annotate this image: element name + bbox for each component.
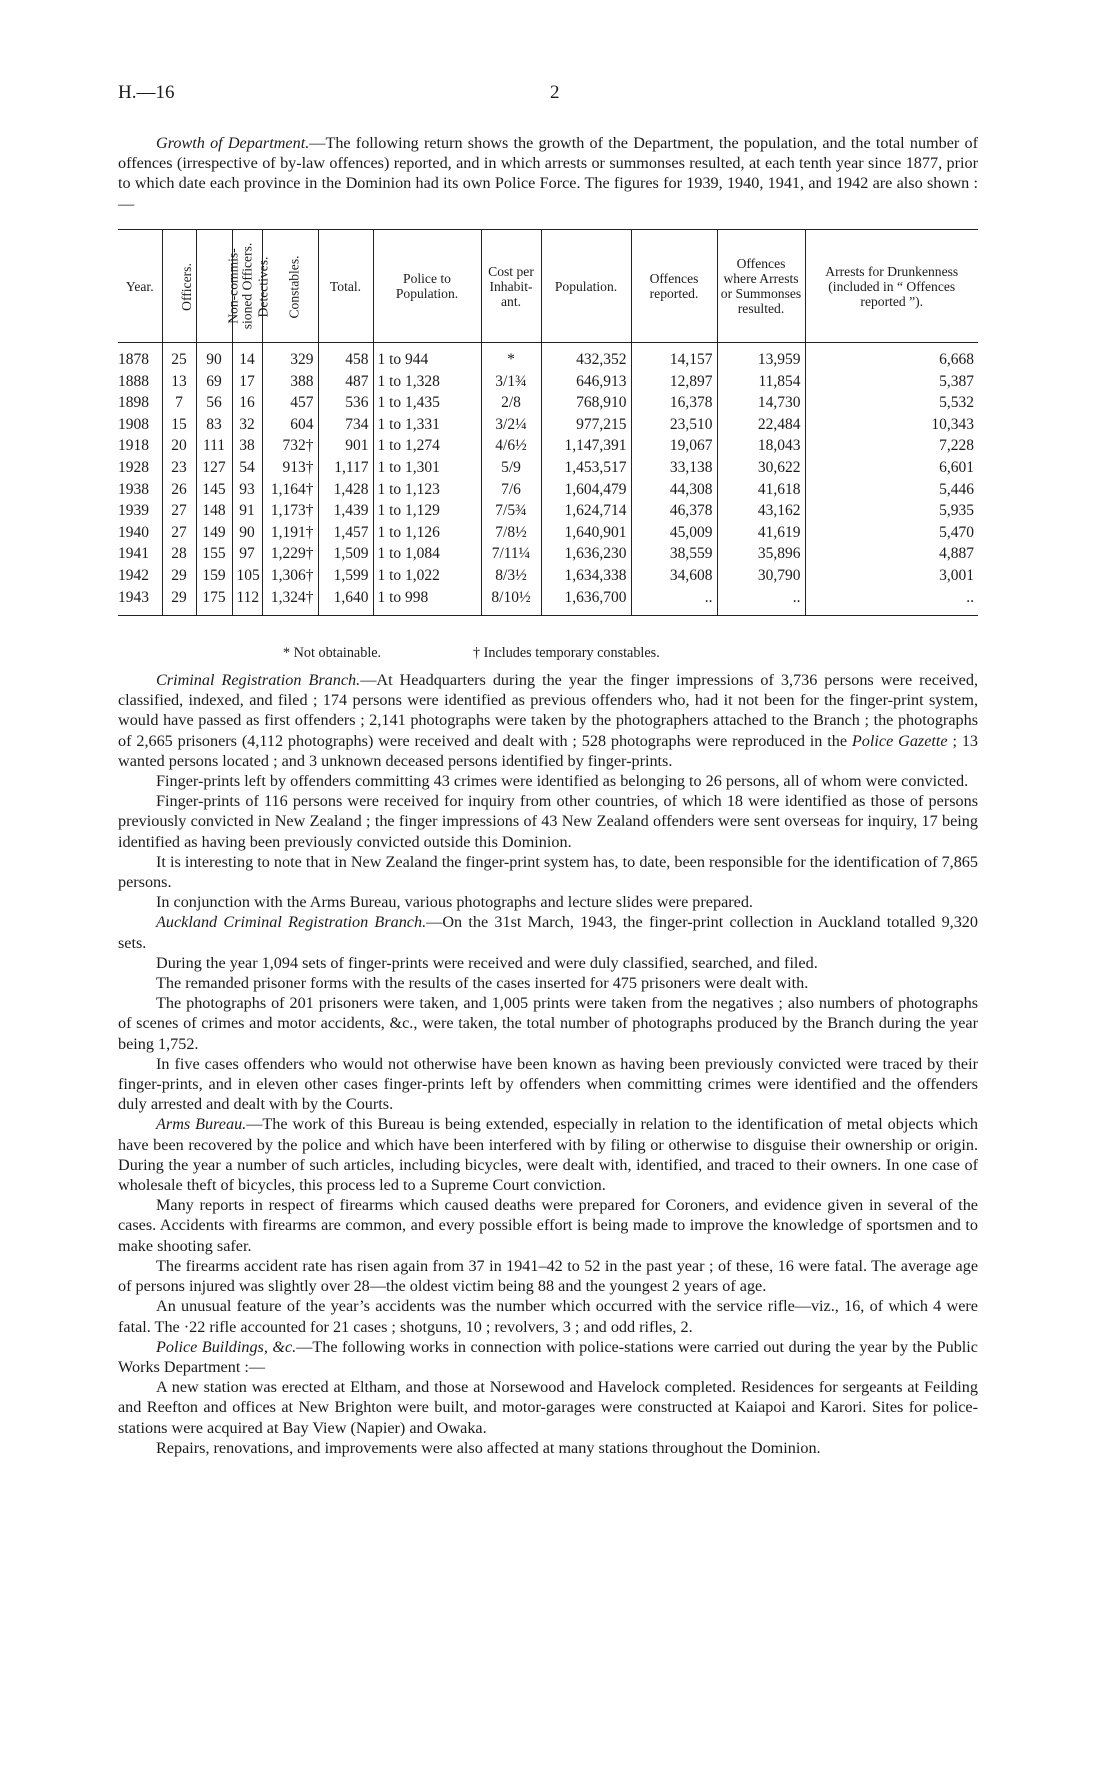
- table-cell: 1,147,391: [541, 435, 631, 457]
- table-cell: 148: [196, 500, 232, 522]
- table-cell: 1928: [118, 458, 149, 476]
- table-cell: 536: [318, 392, 373, 414]
- paragraph: [118, 993, 978, 1054]
- col-header-total: Total.: [318, 230, 373, 343]
- table-cell: 23: [162, 457, 196, 479]
- table-cell: 2/8: [481, 392, 541, 414]
- table-cell: 149: [196, 522, 232, 544]
- table-cell: 105: [232, 565, 262, 587]
- col-header-detectives: Detectives.: [232, 230, 262, 343]
- table-cell: 901: [318, 435, 373, 457]
- paragraph: [118, 1337, 978, 1377]
- page-number: 2: [550, 82, 560, 103]
- paragraph-text: In five cases offenders who would not otherwise have been known as having been previously convicted were traced by their finger-prints, and in eleven other cases finger-prints left by offenders when committing crimes were identified and the offenders duly arrested and dealt with by the Courts.: [118, 1054, 978, 1114]
- table-cell: 1,324†: [262, 587, 318, 616]
- paragraph-text: During the year 1,094 sets of finger-prints were received and were duly classified, searched, and filed.: [156, 953, 818, 972]
- paragraph-text: The remanded prisoner forms with the results of the cases inserted for 475 prisoners were dealt with.: [156, 974, 809, 993]
- table-cell: 8/10½: [481, 587, 541, 616]
- col-header-police-pop: Police to Population.: [373, 230, 481, 343]
- table-cell: 10,343: [805, 414, 978, 436]
- paragraph: [118, 1114, 978, 1195]
- table-cell: 5,935: [805, 500, 978, 522]
- table-cell: 93: [232, 479, 262, 501]
- table-cell: 26: [162, 479, 196, 501]
- paragraph-text: A new station was erected at Eltham, and those at Norsewood and Havelock completed. Residences for sergeants at Feilding and Reefton and offices at New Brighton were built, and motor-garages were constructed at Kaiapoi and Karori. Sites for police-stations were acquired at Bay View (Napier) and Owaka.: [118, 1378, 978, 1437]
- table-cell: 13: [162, 371, 196, 393]
- table-cell: 69: [196, 371, 232, 393]
- table-cell: 17: [232, 371, 262, 393]
- paragraph-text: —On the 31st March, 1943, the finger-print collection in Auckland totalled 9,320 sets.: [118, 913, 978, 952]
- paragraph: [118, 791, 978, 852]
- table-cell: 29: [162, 565, 196, 587]
- table-cell: 1 to 1,435: [373, 392, 481, 414]
- table-header-row: [118, 230, 978, 343]
- table-cell: 91: [232, 500, 262, 522]
- section-heading: Criminal Registration Branch.: [156, 671, 361, 689]
- table-cell: 12,897: [631, 371, 717, 393]
- table-cell: 6,668: [805, 343, 978, 371]
- table-cell: 20: [162, 435, 196, 457]
- table-cell: 5,387: [805, 371, 978, 393]
- col-header-drunkenness: Arrests for Drunkenness (included in “ Offences reported ”).: [805, 230, 978, 343]
- table-row: [118, 500, 978, 522]
- table-cell: 1 to 998: [373, 587, 481, 616]
- table-cell: 1941: [118, 545, 149, 563]
- table-cell: 6,601: [805, 457, 978, 479]
- table-cell: 1 to 1,331: [373, 414, 481, 436]
- paragraph: [118, 1438, 978, 1458]
- table-cell: 1,453,517: [541, 457, 631, 479]
- table-cell: 3/2¼: [481, 414, 541, 436]
- table-cell: 19,067: [631, 435, 717, 457]
- table-cell: 155: [196, 543, 232, 565]
- table-cell: 33,138: [631, 457, 717, 479]
- paragraph-text: It is interesting to note that in New Zealand the finger-print system has, to date, been responsible for the identification of 7,865 persons.: [118, 852, 978, 892]
- table-row: [118, 435, 978, 457]
- table-cell: 32: [232, 414, 262, 436]
- page-header: [118, 82, 978, 106]
- table-cell: ..: [631, 587, 717, 616]
- table-cell: 7/6: [481, 479, 541, 501]
- table-cell: 90: [232, 522, 262, 544]
- col-header-officers: Officers.: [162, 230, 196, 343]
- table-cell: 30,790: [717, 565, 805, 587]
- paragraph-text: Repairs, renovations, and improvements were also affected at many stations throughout the Dominion.: [156, 1438, 821, 1457]
- body-text: [118, 670, 978, 1458]
- table-cell: 7,228: [805, 435, 978, 457]
- table-cell: 145: [196, 479, 232, 501]
- table-cell: 1918: [118, 437, 149, 455]
- table-cell: 14: [232, 343, 262, 371]
- paragraph: [118, 912, 978, 952]
- table-cell: 1942: [118, 566, 149, 584]
- table-cell: 97: [232, 543, 262, 565]
- table-cell: 34,608: [631, 565, 717, 587]
- table-cell: 43,162: [717, 500, 805, 522]
- table-cell: 3/1¾: [481, 371, 541, 393]
- table-cell: 11,854: [717, 371, 805, 393]
- table-cell: 734: [318, 414, 373, 436]
- paragraph: [118, 953, 978, 973]
- table-cell: 41,618: [717, 479, 805, 501]
- paragraph: [118, 771, 978, 791]
- paragraph: [118, 1195, 978, 1256]
- footnote-temporary-constables: † Includes temporary constables.: [473, 645, 660, 661]
- document-code: H.—16: [118, 82, 175, 103]
- table-cell: 7/8½: [481, 522, 541, 544]
- table-cell: 1,624,714: [541, 500, 631, 522]
- paragraph-text: The firearms accident rate has risen again from 37 in 1941–42 to 52 in the past year ; of these, 16 were fatal. The average age of persons injured was slightly over 28—the oldest victim being 88 and the youngest 2 years of age.: [118, 1256, 978, 1296]
- table-cell: 7/5¾: [481, 500, 541, 522]
- col-header-year: Year.: [118, 230, 162, 343]
- table-cell: 16,378: [631, 392, 717, 414]
- table-cell: 1939: [118, 502, 149, 520]
- col-header-constables: Constables.: [262, 230, 318, 343]
- paragraph: [118, 1256, 978, 1296]
- paragraph: [118, 892, 978, 912]
- table-cell: 23,510: [631, 414, 717, 436]
- col-header-arrests: Offences where Arrests or Summonses resulted.: [717, 230, 805, 343]
- paragraph-text: An unusual feature of the year’s accidents was the number which occurred with the service rifle—viz., 16, of which 4 were fatal. The ·22 rifle accounted for 21 cases ; shotguns, 10 ; revolvers, 3 ; and odd rifles, 2.: [118, 1297, 978, 1336]
- table-cell: 38,559: [631, 543, 717, 565]
- table-cell: 913†: [262, 457, 318, 479]
- table-cell: 159: [196, 565, 232, 587]
- table-cell: 29: [162, 587, 196, 616]
- table-cell: 1,640,901: [541, 522, 631, 544]
- table-cell: 732†: [262, 435, 318, 457]
- publication-title: Police Gazette: [851, 731, 948, 750]
- table-cell: 38: [232, 435, 262, 457]
- col-header-cost: Cost per Inhabit-ant.: [481, 230, 541, 343]
- table-cell: 329: [262, 343, 318, 371]
- col-header-offences: Offences reported.: [631, 230, 717, 343]
- footnote-not-obtainable: * Not obtainable.: [283, 645, 382, 661]
- table-cell: 1,604,479: [541, 479, 631, 501]
- table-cell: 646,913: [541, 371, 631, 393]
- table-cell: 22,484: [717, 414, 805, 436]
- paragraph-text: The photographs of 201 prisoners were taken, and 1,005 prints were taken from the negatives ; also numbers of photographs of scenes of crimes and motor accidents, &c., were taken, the total number of photographs produced by the Branch during the year being 1,752.: [118, 994, 978, 1053]
- table-cell: 1 to 1,022: [373, 565, 481, 587]
- paragraph: [118, 1377, 978, 1438]
- col-header-nco: Non-commis- sioned Officers.: [196, 230, 232, 343]
- table-cell: 18,043: [717, 435, 805, 457]
- table-row: [118, 522, 978, 544]
- table-cell: 1943: [118, 587, 162, 616]
- table-cell: 7: [162, 392, 196, 414]
- paragraph-text: —The following return shows the growth of the Department, the population, and the total number of offences (irrespective of by-law offences) reported, and in which arrests or summonses resulted, at each tenth year since 1877, prior to which date each province in the Dominion had its own Police Force. The figures for 1939, 1940, 1941, and 1942 are also shown :—: [118, 134, 978, 213]
- growth-table: [118, 229, 978, 616]
- table-row: [118, 392, 978, 414]
- table-cell: 1,636,230: [541, 543, 631, 565]
- table-cell: 8/3½: [481, 565, 541, 587]
- table-cell: 1,428: [318, 479, 373, 501]
- table-cell: 1,640: [318, 587, 373, 616]
- table-cell: 1,229†: [262, 543, 318, 565]
- section-heading: Police Buildings, &c.: [156, 1337, 297, 1356]
- table-row: [118, 371, 978, 393]
- table-cell: 1878: [118, 351, 149, 368]
- table-cell: 27: [162, 500, 196, 522]
- table-cell: 127: [196, 457, 232, 479]
- table-cell: 1,636,700: [541, 587, 631, 616]
- table-body: [118, 343, 978, 616]
- table-cell: 44,308: [631, 479, 717, 501]
- table-cell: 1898: [118, 394, 149, 412]
- paragraph-text: —The following works in connection with police-stations were carried out during the year by the Public Works Department :—: [118, 1337, 978, 1376]
- table-cell: 1 to 1,123: [373, 479, 481, 501]
- table-cell: 1,191†: [262, 522, 318, 544]
- table-cell: 7/11¼: [481, 543, 541, 565]
- table-cell: 41,619: [717, 522, 805, 544]
- table-cell: 487: [318, 371, 373, 393]
- table-cell: 13,959: [717, 343, 805, 371]
- paragraph-text: —The work of this Bureau is being extended, especially in relation to the identification of metal objects which have been recovered by the police and which have been interfered with by filing or otherwise to disguise their ownership or origin. During the year a number of such articles, including bicycles, were dealt with, identified, and traced to their owners. In one case of wholesale theft of bicycles, this process led to a Supreme Court conviction.: [118, 1115, 979, 1195]
- table-row: [118, 343, 978, 371]
- table-cell: 1940: [118, 523, 149, 541]
- table-cell: 768,910: [541, 392, 631, 414]
- paragraph-text: Finger-prints of 116 persons were received for inquiry from other countries, of which 18 were identified as those of persons previously convicted in New Zealand ; the finger impressions of 43 New Zealand offenders were sent overseas for inquiry, 17 being identified as having been previously convicted outside this Dominion.: [118, 792, 978, 851]
- table-cell: 25: [162, 343, 196, 371]
- table-cell: 46,378: [631, 500, 717, 522]
- table-cell: 1,173†: [262, 500, 318, 522]
- table-cell: 1 to 1,274: [373, 435, 481, 457]
- table-cell: 28: [162, 543, 196, 565]
- table-cell: 1,306†: [262, 565, 318, 587]
- table-cell: 1,634,338: [541, 565, 631, 587]
- table-row: [118, 587, 978, 616]
- table-cell: 1 to 944: [373, 343, 481, 371]
- table-row: [118, 414, 978, 436]
- table-cell: 1 to 1,301: [373, 457, 481, 479]
- table-cell: 458: [318, 343, 373, 371]
- paragraph: [118, 1054, 978, 1115]
- table-cell: 56: [196, 392, 232, 414]
- table-cell: 432,352: [541, 343, 631, 371]
- table-cell: 175: [196, 587, 232, 616]
- table-cell: 1,599: [318, 565, 373, 587]
- table-row: [118, 457, 978, 479]
- table-cell: 5,446: [805, 479, 978, 501]
- paragraph-text: Finger-prints left by offenders committing 43 crimes were identified as belonging to 26 persons, all of whom were convicted.: [156, 772, 969, 791]
- paragraph-text: In conjunction with the Arms Bureau, various photographs and lecture slides were prepared.: [156, 893, 753, 912]
- table-cell: 90: [196, 343, 232, 371]
- section-heading: Auckland Criminal Registration Branch.: [156, 913, 427, 932]
- paragraph: [118, 1296, 978, 1336]
- paragraph: [118, 852, 978, 892]
- table-cell: 83: [196, 414, 232, 436]
- table-cell: 16: [232, 392, 262, 414]
- table-cell: 5,470: [805, 522, 978, 544]
- table-cell: 1,439: [318, 500, 373, 522]
- table-cell: 112: [232, 587, 262, 616]
- table-cell: 1 to 1,126: [373, 522, 481, 544]
- table-cell: 27: [162, 522, 196, 544]
- paragraph-text: —At Headquarters during the year the finger impressions of 3,736 persons were received, classified, indexed, and filed ; 174 persons were identified as previous offenders who, had it not been for the finger-print system, would have passed as first offenders ; 2,141 photographs were taken by the photographers attached to the Branch ; the photographs of 2,665 prisoners (4,112 photographs) were received and dealt with ; 528 photographs were reproduced in the: [118, 671, 979, 750]
- table-cell: 30,622: [717, 457, 805, 479]
- table-cell: 1 to 1,084: [373, 543, 481, 565]
- table-cell: 15: [162, 414, 196, 436]
- table-cell: 5/9: [481, 457, 541, 479]
- table-cell: 14,730: [717, 392, 805, 414]
- table-cell: 604: [262, 414, 318, 436]
- table-row: [118, 565, 978, 587]
- table-cell: 1,509: [318, 543, 373, 565]
- table-cell: 1,117: [318, 457, 373, 479]
- table-cell: 35,896: [717, 543, 805, 565]
- table-cell: 1 to 1,328: [373, 371, 481, 393]
- table-cell: 14,157: [631, 343, 717, 371]
- table-cell: 5,532: [805, 392, 978, 414]
- col-header-population: Population.: [541, 230, 631, 343]
- table-cell: ..: [805, 587, 978, 616]
- table-cell: 45,009: [631, 522, 717, 544]
- table-row: [118, 479, 978, 501]
- table-cell: 457: [262, 392, 318, 414]
- table-cell: 1 to 1,129: [373, 500, 481, 522]
- table-cell: 977,215: [541, 414, 631, 436]
- table-cell: 3,001: [805, 565, 978, 587]
- paragraph-text: ; 13 wanted persons located ; and 3 unknown deceased persons identified by finger-prints.: [118, 731, 979, 770]
- table-cell: *: [481, 343, 541, 371]
- paragraph: [118, 670, 978, 771]
- table-cell: 1938: [118, 480, 149, 498]
- paragraph-text: Many reports in respect of firearms which caused deaths were prepared for Coroners, and evidence given in several of the cases. Accidents with firearms are common, and every possible effort is being made to improve the knowledge of sportsmen and to make shooting safer.: [118, 1196, 978, 1255]
- table-cell: 4,887: [805, 543, 978, 565]
- table-cell: ..: [717, 587, 805, 616]
- table-cell: 1,164†: [262, 479, 318, 501]
- table-cell: 4/6½: [481, 435, 541, 457]
- paragraph: [118, 973, 978, 993]
- table-row: [118, 543, 978, 565]
- intro-paragraph: [118, 133, 978, 214]
- table-cell: 1,457: [318, 522, 373, 544]
- table-cell: 111: [196, 435, 232, 457]
- table-cell: 388: [262, 371, 318, 393]
- section-heading: Growth of Department.: [156, 134, 310, 152]
- table-cell: 54: [232, 457, 262, 479]
- table-cell: 1888: [118, 372, 149, 390]
- table-cell: 1908: [118, 415, 149, 433]
- section-heading: Arms Bureau.: [156, 1115, 247, 1134]
